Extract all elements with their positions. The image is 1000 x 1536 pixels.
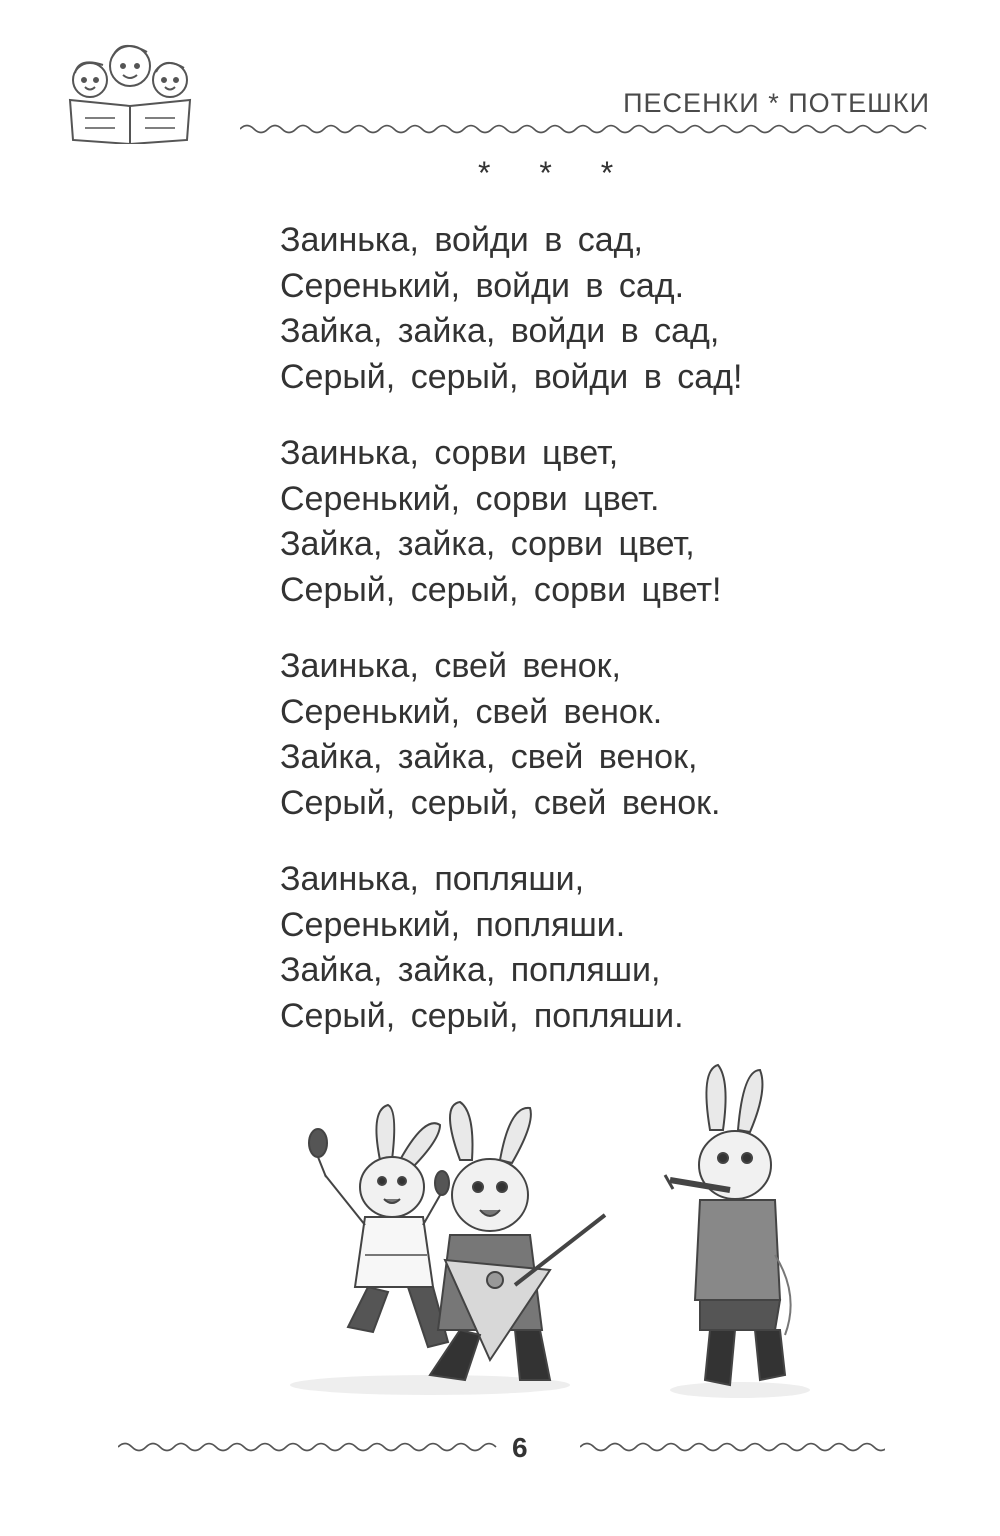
footer-divider-right [580,1440,885,1454]
stanza [280,218,742,400]
poem-line: Зайка, зайка, войди в сад, [280,312,720,350]
stanza [280,857,742,1039]
bunny-with-spoons [309,1105,449,1347]
poem-line: Серенький, войди в сад. [280,266,685,305]
poem-line: Зайка, зайка, свей венок, [280,738,698,776]
poem-line: Заинька, войди в сад, [280,221,643,259]
poem-line: Заинька, сорви цвет, [280,434,619,472]
poem-line: Серенький, попляши. [280,905,626,944]
poem-line: Серый, серый, свей венок. [280,783,721,822]
poem-line: Зайка, зайка, попляши, [280,951,661,989]
bunny-with-pipe [665,1065,791,1385]
poem-line: Серенький, свей венок. [280,692,663,731]
dancing-bunnies-illustration [280,1055,820,1400]
poem-line: Серый, серый, попляши. [280,996,684,1035]
bunny-with-balalaika [430,1102,605,1380]
poem-line: Заинька, попляши, [280,860,585,898]
header-divider [240,122,930,136]
poem-line: Серый, серый, сорви цвет! [280,570,722,609]
poem-line: Заинька, свей венок, [280,647,621,685]
poem [280,218,742,1070]
stanza [280,644,742,826]
section-title: ПЕСЕНКИ * ПОТЕШКИ [623,88,930,118]
poem-line: Серенький, сорви цвет. [280,479,660,518]
footer-divider-left [118,1440,498,1454]
poem-line: Зайка, зайка, сорви цвет, [280,525,695,563]
stanza [280,431,742,613]
poem-line: Серый, серый, войди в сад! [280,357,743,396]
children-reading-book-icon [55,28,205,144]
page-number: 6 [512,1432,528,1463]
stanza-separator: * * * [478,155,634,191]
